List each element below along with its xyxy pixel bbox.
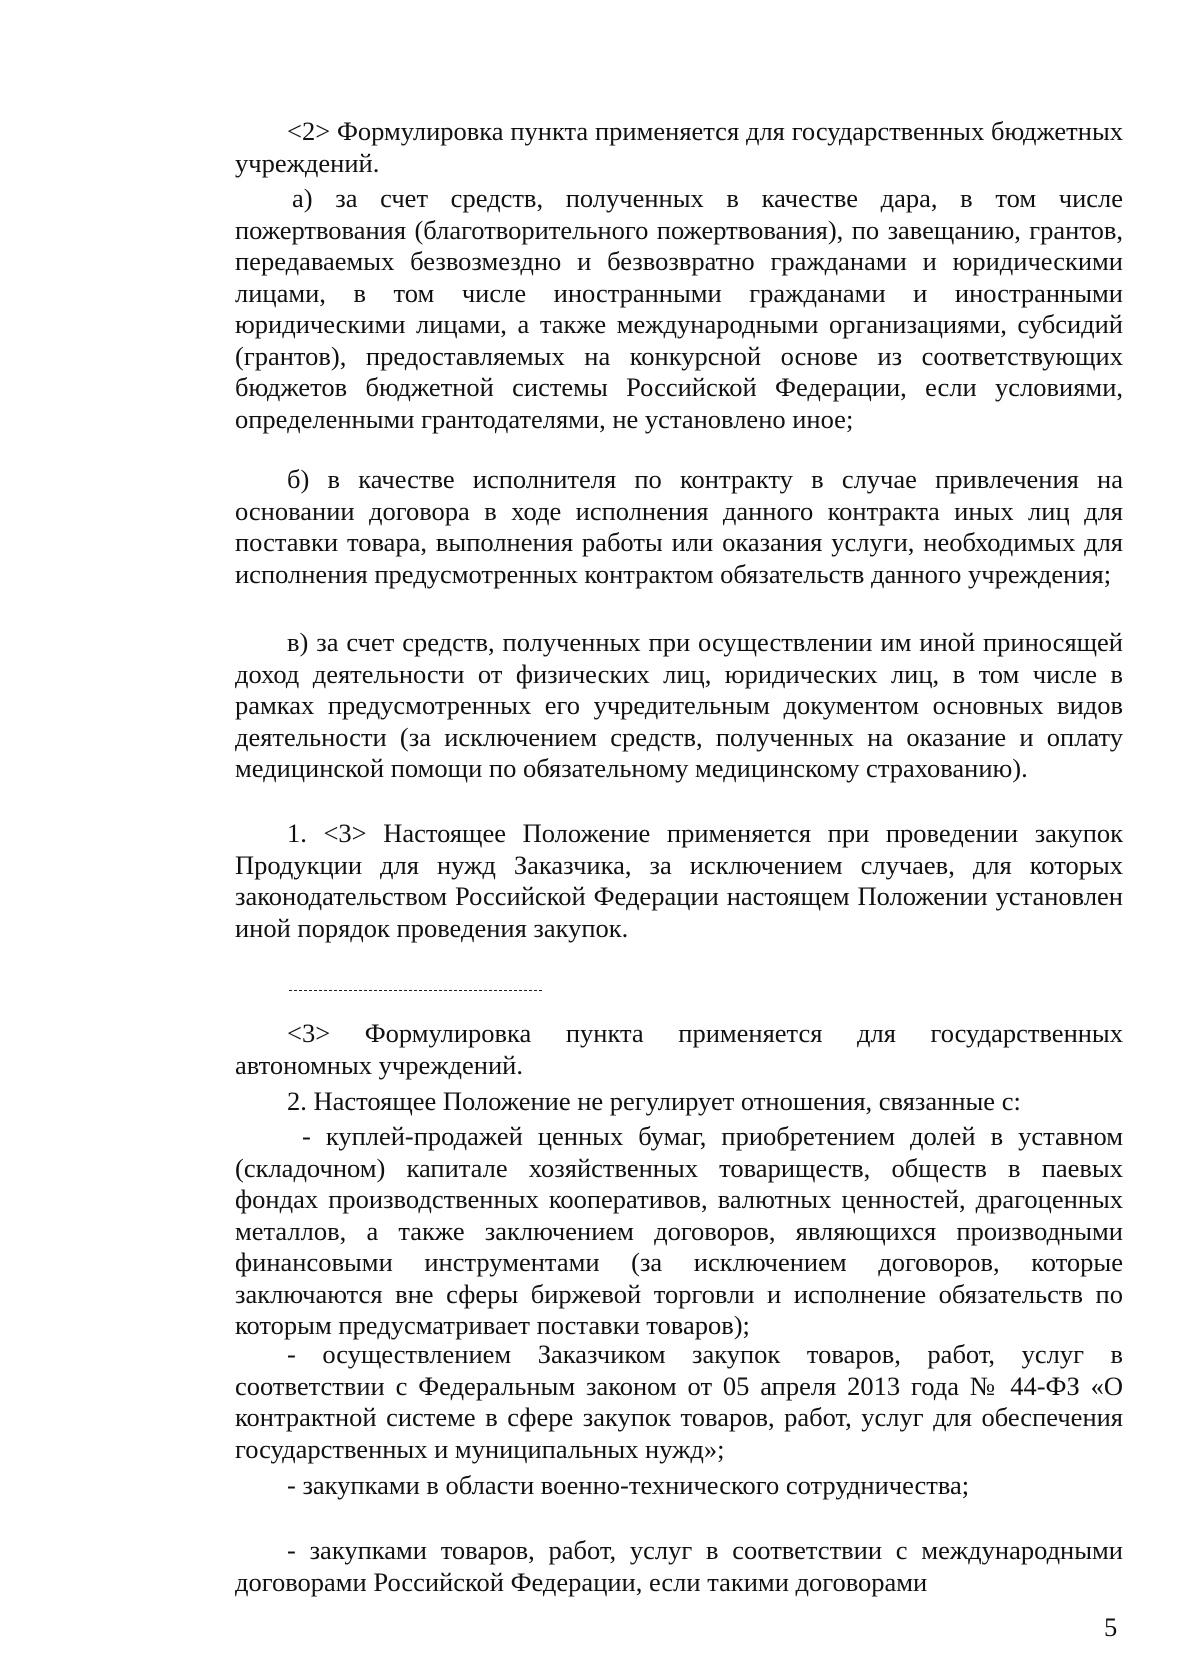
paragraph-b — [235, 464, 1123, 590]
bullet-1-text: - куплей-продажей ценных бумаг, приобретением долей в уставном (складочном) капитале хозяйственных товариществ, обществ в паевых фондах производственных кооперативов, валютных ценностей, драгоценных металлов, а также заключением договоров, являющихся производными финансовыми инструментами (за исключением договоров, которые заключаются вне сферы биржевой торговли и исполнение обязательств по которым предусматривает поставки товаров); — [235, 1121, 1123, 1340]
paragraph-1-text: 1. <3> Настоящее Положение применяется при проведении закупок Продукции для нужд Заказчика, за исключением случаев, для которых законодательством Российской Федерации настоящем Положении установлен иной порядок проведения закупок. — [235, 818, 1123, 943]
list-item — [235, 1470, 1123, 1502]
paragraph-2-text: 2. Настоящее Положение не регулирует отношения, связанные с: — [287, 1086, 1021, 1116]
footnote-separator — [289, 990, 542, 991]
paragraph-1 — [235, 818, 1123, 944]
footnote-2-text: <2> Формулировка пункта применяется для государственных бюджетных учреждений. — [235, 116, 1123, 178]
paragraph-v-text: в) за счет средств, полученных при осуществлении им иной приносящей доход деятельности от физических лиц, юридических лиц, в том числе в рамках предусмотренных его учредительным документом основных видов деятельности (за исключением средств, полученных на оказание и оплату медицинской помощи по обязательному медицинскому страхованию). — [235, 627, 1123, 783]
bullet-3-text: - закупками в области военно-технического сотрудничества; — [287, 1470, 970, 1500]
bullet-4-text: - закупками товаров, работ, услуг в соответствии с международными договорами Российской Федерации, если такими договорами — [235, 1535, 1123, 1597]
footnote-3 — [235, 1018, 1123, 1081]
paragraph-a — [235, 183, 1123, 435]
list-item — [235, 1535, 1123, 1598]
list-item — [235, 1121, 1123, 1342]
paragraph-2 — [235, 1086, 1123, 1118]
paragraph-v — [235, 627, 1123, 785]
paragraph-a-text: а) за счет средств, полученных в качестве дара, в том числе пожертвования (благотворительного пожертвования), по завещанию, грантов, передаваемых безвозмездно и безвозвратно гражданами и юридическими лицами, в том числе иностранными гражданами и иностранными юридическими лицами, а также международными организациями, субсидий (грантов), предоставляемых на конкурсной основе из соответствующих бюджетов бюджетной системы Российской Федерации, если условиями, определенными грантодателями, не установлено иное; — [235, 183, 1123, 434]
list-item — [235, 1339, 1123, 1465]
footnote-2 — [235, 116, 1123, 179]
page-number: 5 — [1104, 1612, 1118, 1642]
footnote-3-text: <3> Формулировка пункта применяется для государственных автономных учреждений. — [235, 1018, 1123, 1080]
paragraph-b-text: б) в качестве исполнителя по контракту в случае привлечения на основании договора в ходе исполнения данного контракта иных лиц для поставки товара, выполнения работы или оказания услуги, необходимых для исполнения предусмотренных контрактом обязательств данного учреждения; — [235, 464, 1123, 589]
bullet-2-text: - осуществлением Заказчиком закупок товаров, работ, услуг в соответствии с Федеральным законом от 05 апреля 2013 года № 44-ФЗ «О контрактной системе в сфере закупок товаров, работ, услуг для обеспечения государственных и муниципальных нужд»; — [235, 1339, 1123, 1464]
